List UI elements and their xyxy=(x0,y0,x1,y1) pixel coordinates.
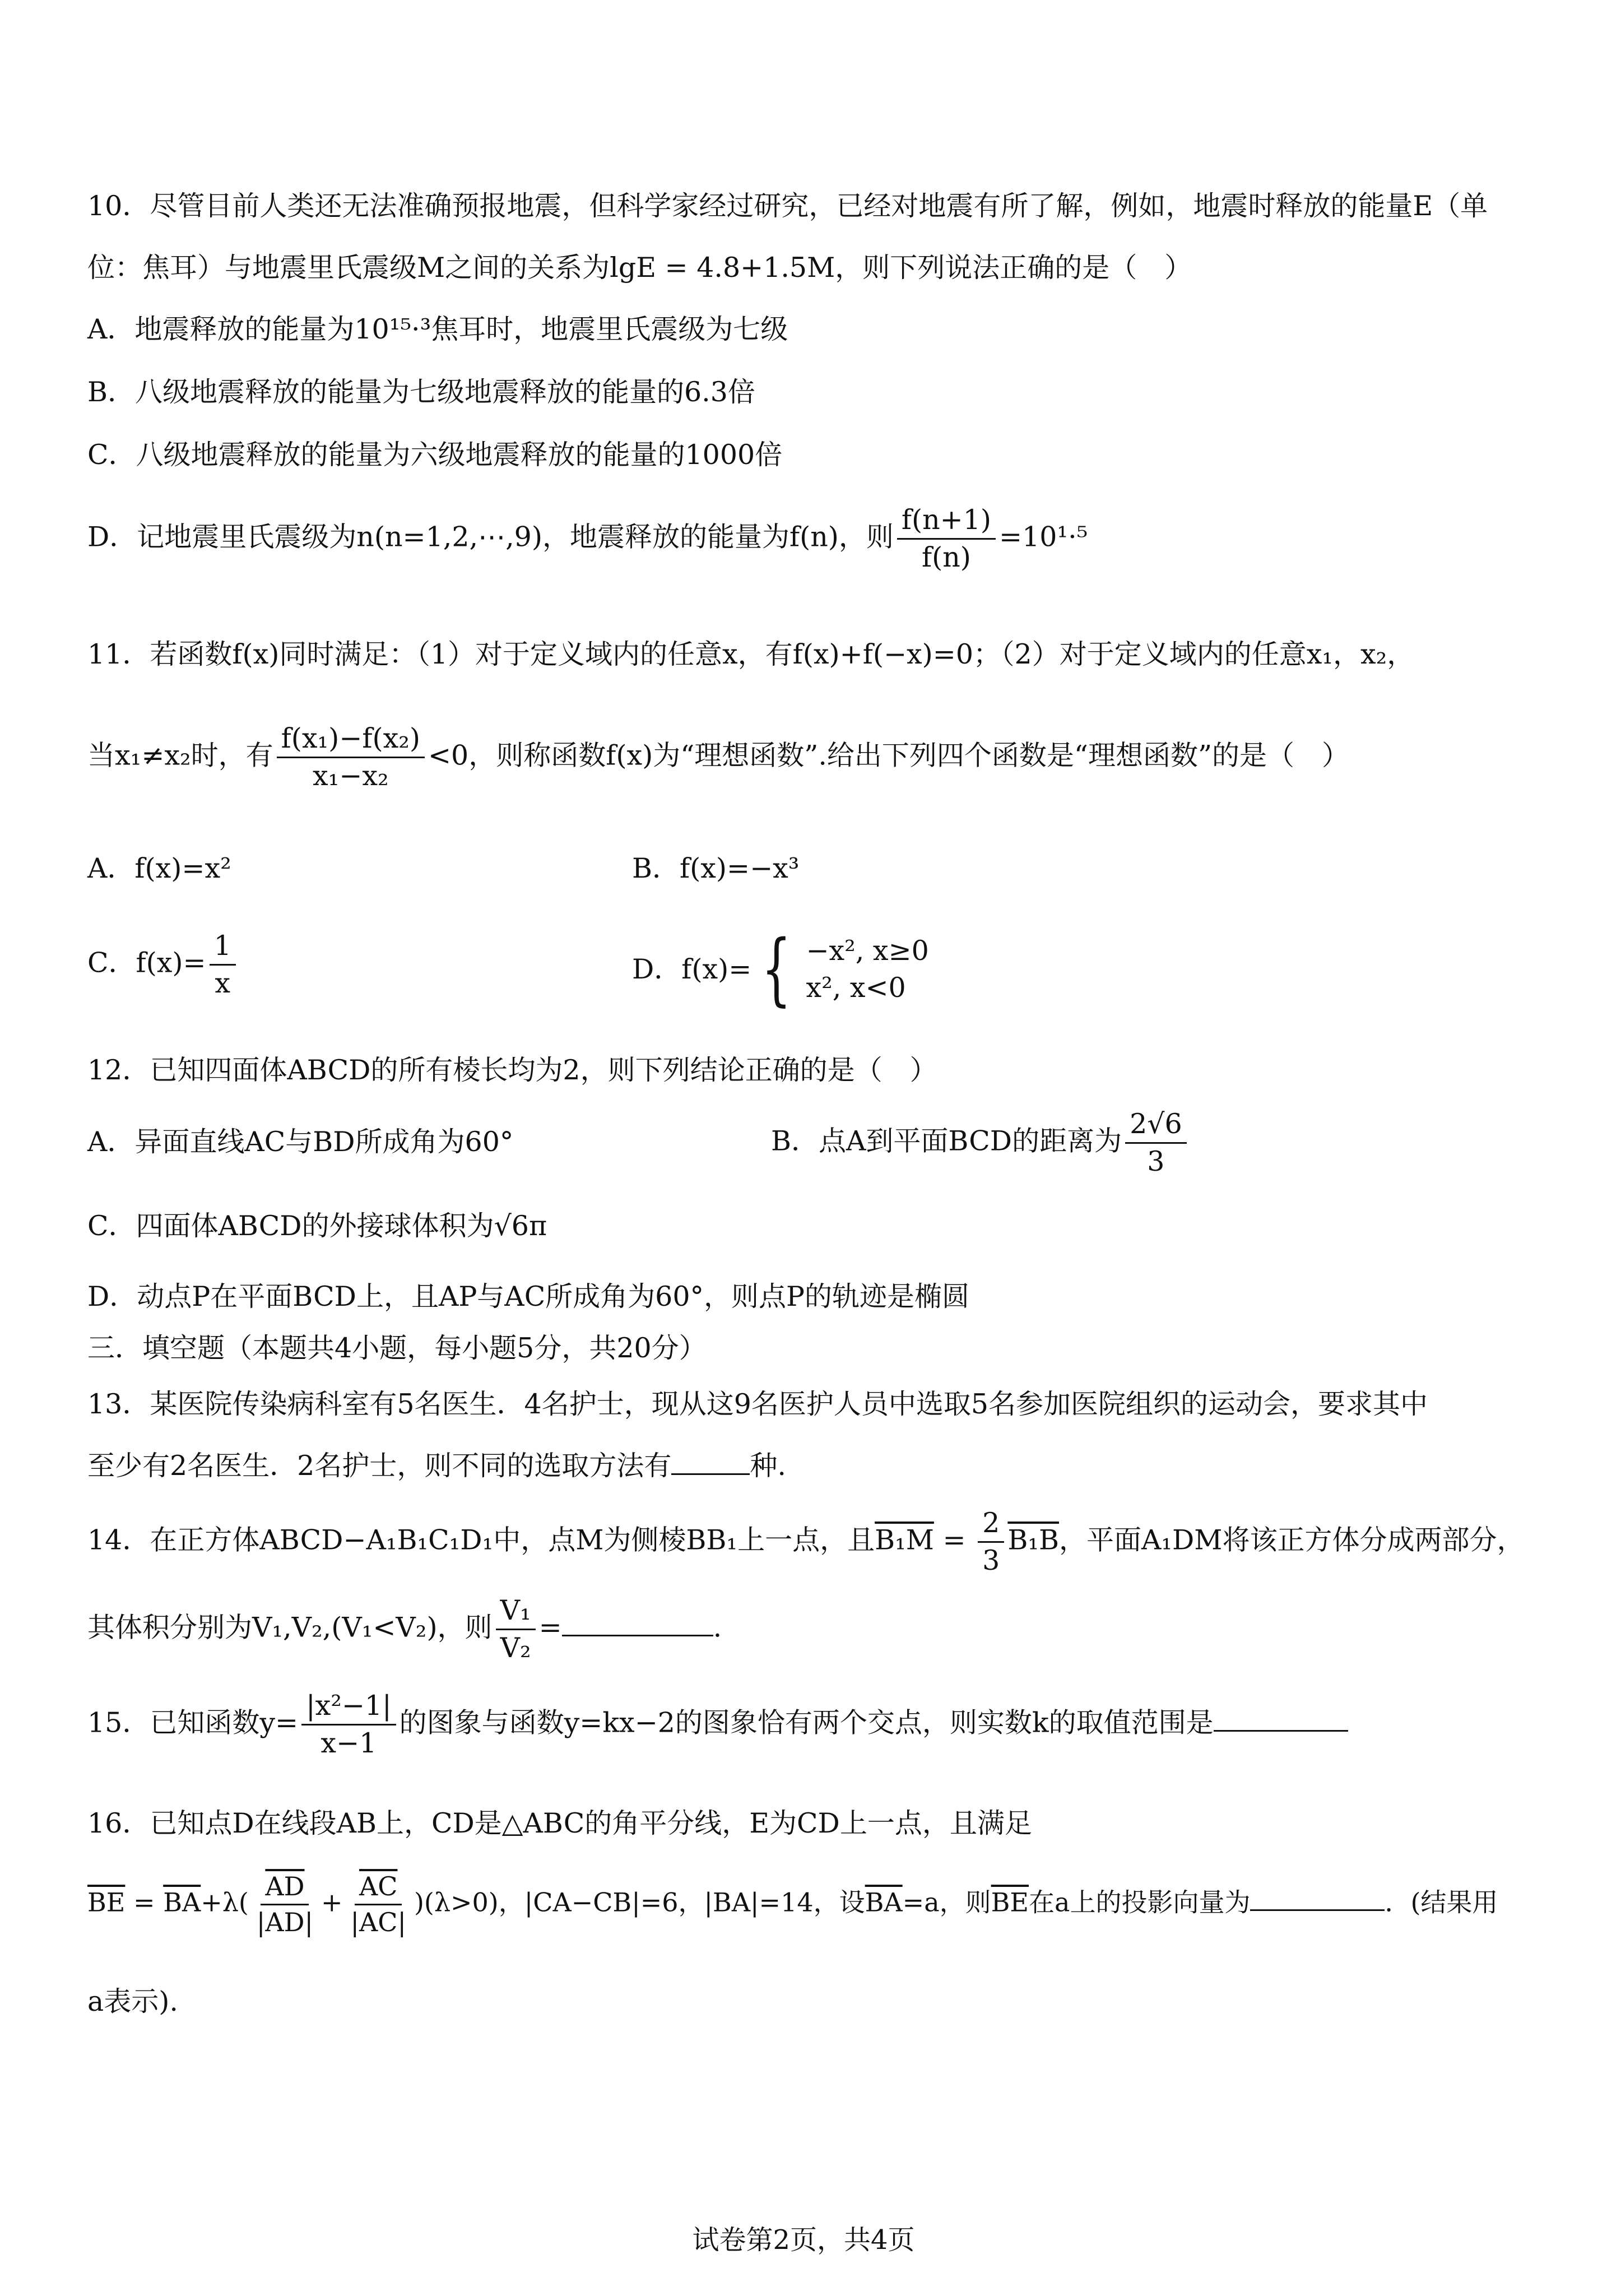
q12-b-fraction xyxy=(1125,1108,1187,1178)
q10-d-denominator: f(n) xyxy=(921,541,971,574)
q15-stem xyxy=(87,1690,1348,1760)
q13-stem-line1: 13．某医院传染病科室有5名医生．4名护士，现从这9名医护人员中选取5名参加医院组织的运动会，要求其中 xyxy=(87,1388,1428,1420)
q11-cond-text: 当x₁≠x₂时，有 xyxy=(87,739,273,772)
q10-option-b: B．八级地震释放的能量为七级地震释放的能量的6.3倍 xyxy=(87,376,755,408)
q16-stem-line3: a表示). xyxy=(87,1986,178,2017)
q13-text: 至少有2名医生．2名护士，则不同的选取方法有 xyxy=(87,1450,672,1482)
q16-answer-blank[interactable] xyxy=(1250,1906,1385,1911)
q13-answer-blank[interactable] xyxy=(671,1470,750,1475)
q11-c-fraction xyxy=(210,930,236,1000)
q10-option-c: C．八级地震释放的能量为六级地震释放的能量的1000倍 xyxy=(87,439,783,471)
q15-numerator: |x²−1| xyxy=(301,1690,396,1726)
q11-cond-denominator: x₁−x₂ xyxy=(312,760,389,792)
piecewise-brace: { xyxy=(761,924,792,1015)
q16-unit-ad xyxy=(252,1872,318,1937)
q12-option-b xyxy=(771,1108,1190,1178)
q12-option-a: A．异面直线AC与BD所成角为60° xyxy=(87,1126,514,1158)
q12-option-d: D．动点P在平面BCD上，且AP与AC所成角为60°，则点P的轨迹是椭圆 xyxy=(87,1281,970,1312)
q14-vector-b1b: B₁B xyxy=(1007,1524,1059,1556)
q14-text: 14．在正方体ABCD−A₁B₁C₁D₁中，点M为侧棱BB₁上一点，且 xyxy=(87,1524,875,1556)
q11-option-d xyxy=(632,924,929,1015)
q16-stem-line2 xyxy=(87,1872,1498,1937)
q11-d-case1: −x², x≥0 xyxy=(806,934,929,967)
q11-d-text: D．f(x)= xyxy=(632,953,752,986)
q11-c-denominator: x xyxy=(215,967,230,1000)
q10-stem-line2: 位：焦耳）与地震里氏震级M之间的关系为lgE = 4.8+1.5M，则下列说法正确的是（ ） xyxy=(87,252,1192,284)
q11-option-c xyxy=(87,930,239,1000)
q10-d-numerator: f(n+1) xyxy=(897,504,996,540)
q14-text-rest: ，平面A₁DM将该正方体分成两部分， xyxy=(1058,1524,1525,1556)
q11-cond-rest: <0，则称函数f(x)为“理想函数”.给出下列四个函数是“理想函数”的是（ ） xyxy=(428,739,1349,772)
q14-vector-b1m: B₁M xyxy=(875,1524,934,1556)
q14-ratio-fraction xyxy=(978,1508,1004,1577)
q16-unit-ac xyxy=(346,1872,411,1937)
q16-projection: 在a上的投影向量为 xyxy=(1029,1887,1251,1918)
q13-unit: 种. xyxy=(750,1450,786,1482)
q14-volume-denominator: V₂ xyxy=(500,1632,531,1664)
q11-c-text: C．f(x)= xyxy=(87,947,206,979)
q16-ac-denominator: |AC| xyxy=(350,1907,406,1937)
q11-cond-fraction xyxy=(277,723,425,792)
q11-stem-line2 xyxy=(87,723,1349,792)
q11-d-case2: x², x<0 xyxy=(806,972,906,1004)
q14-ratio-denominator: 3 xyxy=(982,1544,1000,1577)
q14-equals2: = xyxy=(538,1611,562,1644)
q13-stem-line2 xyxy=(87,1448,786,1484)
q11-stem-line1: 11．若函数f(x)同时满足：（1）对于定义域内的任意x，有f(x)+f(−x)=0；（2）对于定义域内的任意x₁，x₂， xyxy=(87,638,1415,670)
q16-vec-be: $\overline{BE}$ xyxy=(87,1887,126,1918)
q16-vec-ba: $\overline{BA}$ xyxy=(163,1887,201,1918)
q12-b-numerator: 2√6 xyxy=(1125,1108,1187,1144)
q11-option-a: A．f(x)=x² xyxy=(87,852,231,884)
q12-stem: 12．已知四面体ABCD的所有棱长均为2，则下列结论正确的是（ ） xyxy=(87,1054,937,1086)
q15-text-rest: 的图象与函数y=kx−2的图象恰有两个交点，则实数k的取值范围是 xyxy=(399,1706,1214,1739)
q16-ac-numerator: $\overline{AC}$ xyxy=(355,1872,402,1905)
q14-stem-line2 xyxy=(87,1595,722,1664)
q16-conditions: )(λ>0)，|CA−CB|=6，|BA|=14，设 xyxy=(414,1887,865,1918)
q11-cond-numerator: f(x₁)−f(x₂) xyxy=(277,723,425,758)
q12-b-denominator: 3 xyxy=(1147,1145,1165,1178)
q10-option-a: A．地震释放的能量为10¹⁵·³焦耳时，地震里氏震级为七级 xyxy=(87,313,788,345)
q14-equals: = xyxy=(933,1524,975,1556)
q16-eq: = xyxy=(125,1887,164,1918)
q15-text: 15．已知函数y= xyxy=(87,1706,299,1739)
q10-d-result: =10¹·⁵ xyxy=(999,521,1088,553)
q11-option-b: B．f(x)=−x³ xyxy=(632,852,800,884)
page-footer: 试卷第2页，共4页 xyxy=(692,2224,915,2256)
q10-stem-line1: 10．尽管目前人类还无法准确预报地震，但科学家经过研究，已经对地震有所了解，例如，地震时释放的能量E（单 xyxy=(87,190,1488,222)
q16-eq-a: =a，则 xyxy=(902,1887,991,1918)
q15-denominator: x−1 xyxy=(321,1727,377,1760)
q16-note: ．(结果用 xyxy=(1385,1887,1498,1918)
q10-option-d xyxy=(87,504,1088,574)
q10-d-text: D．记地震里氏震级为n(n=1,2,⋯,9)，地震释放的能量为f(n)，则 xyxy=(87,521,894,553)
q16-stem-line1: 16．已知点D在线段AB上，CD是△ABC的角平分线，E为CD上一点，且满足 xyxy=(87,1807,1032,1839)
section-heading: 三．填空题（本题共4小题，每小题5分，共20分） xyxy=(87,1332,707,1364)
q14-answer-blank[interactable] xyxy=(562,1631,713,1636)
q14-ratio-numerator: 2 xyxy=(978,1508,1004,1543)
q11-c-numerator: 1 xyxy=(210,930,236,966)
q11-d-cases xyxy=(806,933,928,1006)
q16-vec-be2: $\overline{BE}$ xyxy=(991,1887,1029,1918)
q12-b-text: B．点A到平面BCD的距离为 xyxy=(771,1125,1122,1157)
q16-plus: + xyxy=(321,1887,343,1918)
q14-volume-fraction xyxy=(496,1595,536,1664)
q16-ad-denominator: |AD| xyxy=(256,1907,313,1937)
q16-ad-numerator: $\overline{AD}$ xyxy=(261,1872,309,1905)
q16-lambda: +λ( xyxy=(201,1887,249,1918)
q14-volume-numerator: V₁ xyxy=(496,1595,536,1630)
q14-text2: 其体积分别为V₁,V₂,(V₁<V₂)，则 xyxy=(87,1611,493,1644)
q15-function-fraction xyxy=(301,1690,396,1760)
q16-vec-ba2: $\overline{BA}$ xyxy=(865,1887,903,1918)
q15-answer-blank[interactable] xyxy=(1214,1727,1348,1732)
q14-period: . xyxy=(713,1611,722,1644)
q10-d-fraction xyxy=(897,504,996,574)
q14-stem-line1 xyxy=(87,1508,1524,1577)
q12-option-c: C．四面体ABCD的外接球体积为√6π xyxy=(87,1210,547,1242)
